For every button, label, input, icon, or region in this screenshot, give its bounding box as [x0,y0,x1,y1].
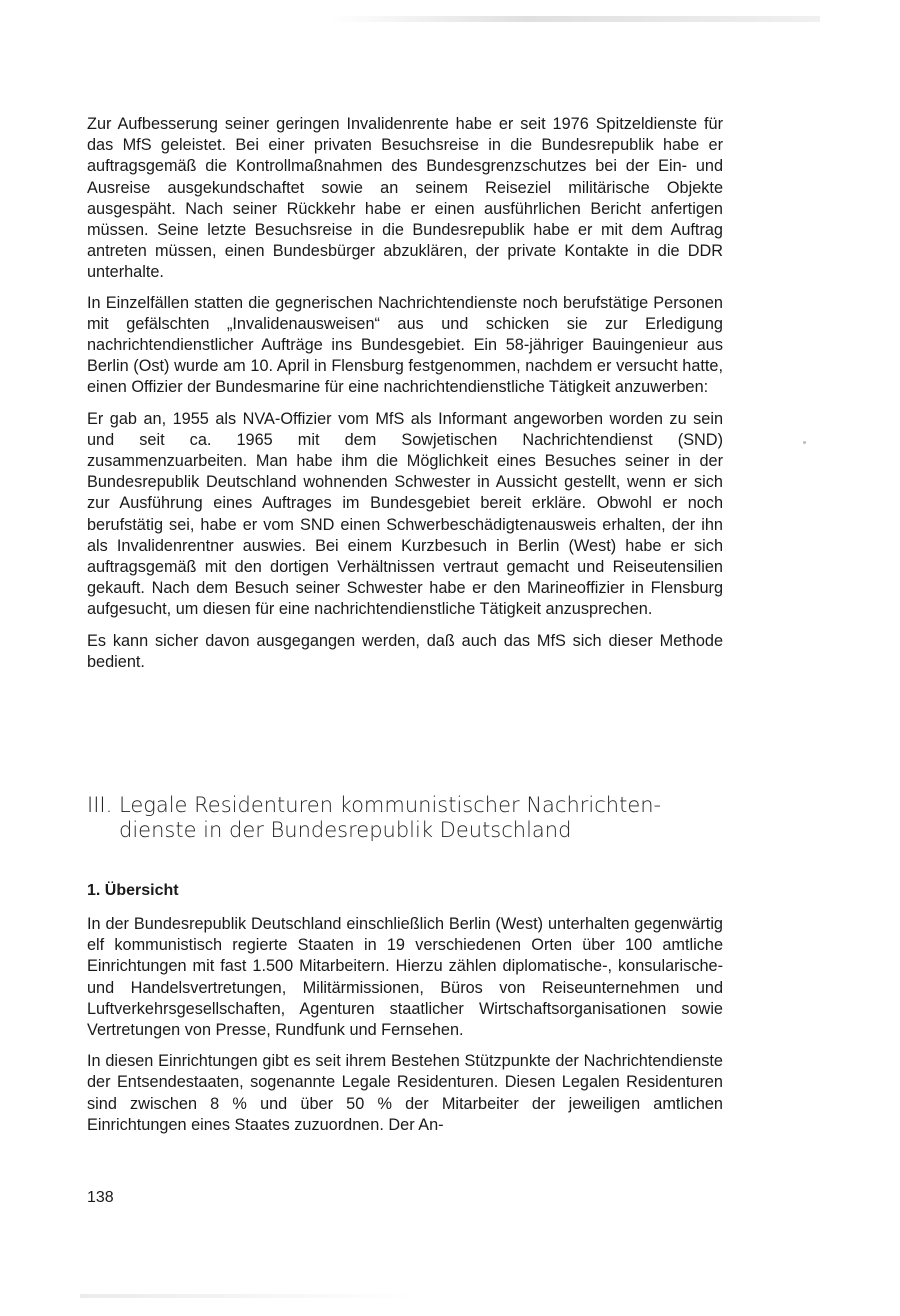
scan-speck [803,441,806,444]
body-text-top [87,114,723,673]
chapter-number: III. [87,793,113,817]
body-text-bottom [87,914,723,1136]
page-number: 138 [87,1189,114,1206]
paragraph-invalidenausweise: In Einzelfällen statten die gegnerischen Nachrichtendienste noch berufstätige Personen mit gefälschten „Invalidenausweisen“ aus und schicken sie zur Erledigung nachrichtendienstlicher Aufträge ins Bundesgebiet. Ein 58-jähriger Bauingenieur aus Berlin (Ost) wurde am 10. April in Flensburg festgenommen, nachdem er versucht hatte, einen Offizier der Bundesmarine für eine nachrichtendienstliche Tätigkeit anzuwerben: [87,293,723,397]
paragraph-mfs-methode: Es kann sicher davon ausgegangen werden, daß auch das MfS sich dieser Methode bedient. [87,631,723,671]
scan-edge-bottom [80,1294,420,1298]
paragraph-invalidenrente: Zur Aufbesserung seiner geringen Invalidenrente habe er seit 1976 Spitzeldienste für das MfS geleistet. Bei einer privaten Besuchsreise in die Bundesrepublik habe er auftragsgemäß die Kontrollmaßnahmen des Bundesgrenzschutzes bei der Ein- und Ausreise ausgekundschaftet sowie an seinem Reiseziel militärische Objekte ausgespäht. Nach seiner Rückkehr habe er einen ausführlichen Bericht anfertigen müssen. Seine letzte Besuchsreise in die Bundesrepublik habe er mit dem Auftrag antreten müssen, einen Bundesbürger abzuklären, der private Kontakte in die DDR unterhalte. [87,115,723,282]
chapter-heading [87,793,727,843]
chapter-title-line2: dienste in der Bundesrepublik Deutschland [119,818,572,842]
paragraph-einrichtungen: In der Bundesrepublik Deutschland einschließlich Berlin (West) unterhalten gegenwärtig elf kommunistisch regierte Staaten in 19 verschiedenen Orten über 100 amtliche Einrichtungen mit fast 1.500 Mitarbeitern. Hierzu zählen diplomatische-, konsularische- und Handelsvertretungen, Militärmissionen, Büros von Reiseunternehmen und Luftverkehrsgesellschaften, Agenturen staatlicher Wirtschaftsorganisationen sowie Vertretungen von Presse, Rundfunk und Fernsehen. [87,915,723,1040]
paragraph-nva-offizier: Er gab an, 1955 als NVA-Offizier vom MfS als Informant angeworben worden zu sein und seit ca. 1965 mit dem Sowjetischen Nachrichtendienst (SND) zusammenzuarbeiten. Man habe ihm die Möglichkeit eines Besuches seiner in der Bundesrepublik Deutschland wohnenden Schwester in Aussicht gestellt, wenn er sich zur Ausführung eines Auftrages im Bundesgebiet bereit erkläre. Obwohl er noch berufstätig sei, habe er vom SND einen Schwerbeschädigtenausweis erhalten, der ihn als Invalidenrentner auswies. Bei einem Kurzbesuch in Berlin (West) habe er sich auftragsgemäß mit den dortigen Verhältnissen vertraut gemacht und Reiseutensilien gekauft. Nach dem Besuch seiner Schwester habe er den Marineoffizier in Flensburg aufgesucht, um diesen für eine nachrichtendienstliche Tätigkeit anzusprechen. [87,409,723,619]
scan-edge-top [330,16,820,22]
paragraph-residenturen: In diesen Einrichtungen gibt es seit ihrem Bestehen Stützpunkte der Nachrichtendienste der Entsendestaaten, sogenannte Legale Residenturen. Diesen Legalen Residenturen sind zwischen 8 % und über 50 % der Mitarbeiter der jeweiligen amtlichen Einrichtungen eines Staates zuzuordnen. Der An- [87,1052,723,1134]
chapter-title-line1: Legale Residenturen kommunistischer Nachrichten- [119,793,662,817]
section-heading: 1. Übersicht [87,882,179,899]
